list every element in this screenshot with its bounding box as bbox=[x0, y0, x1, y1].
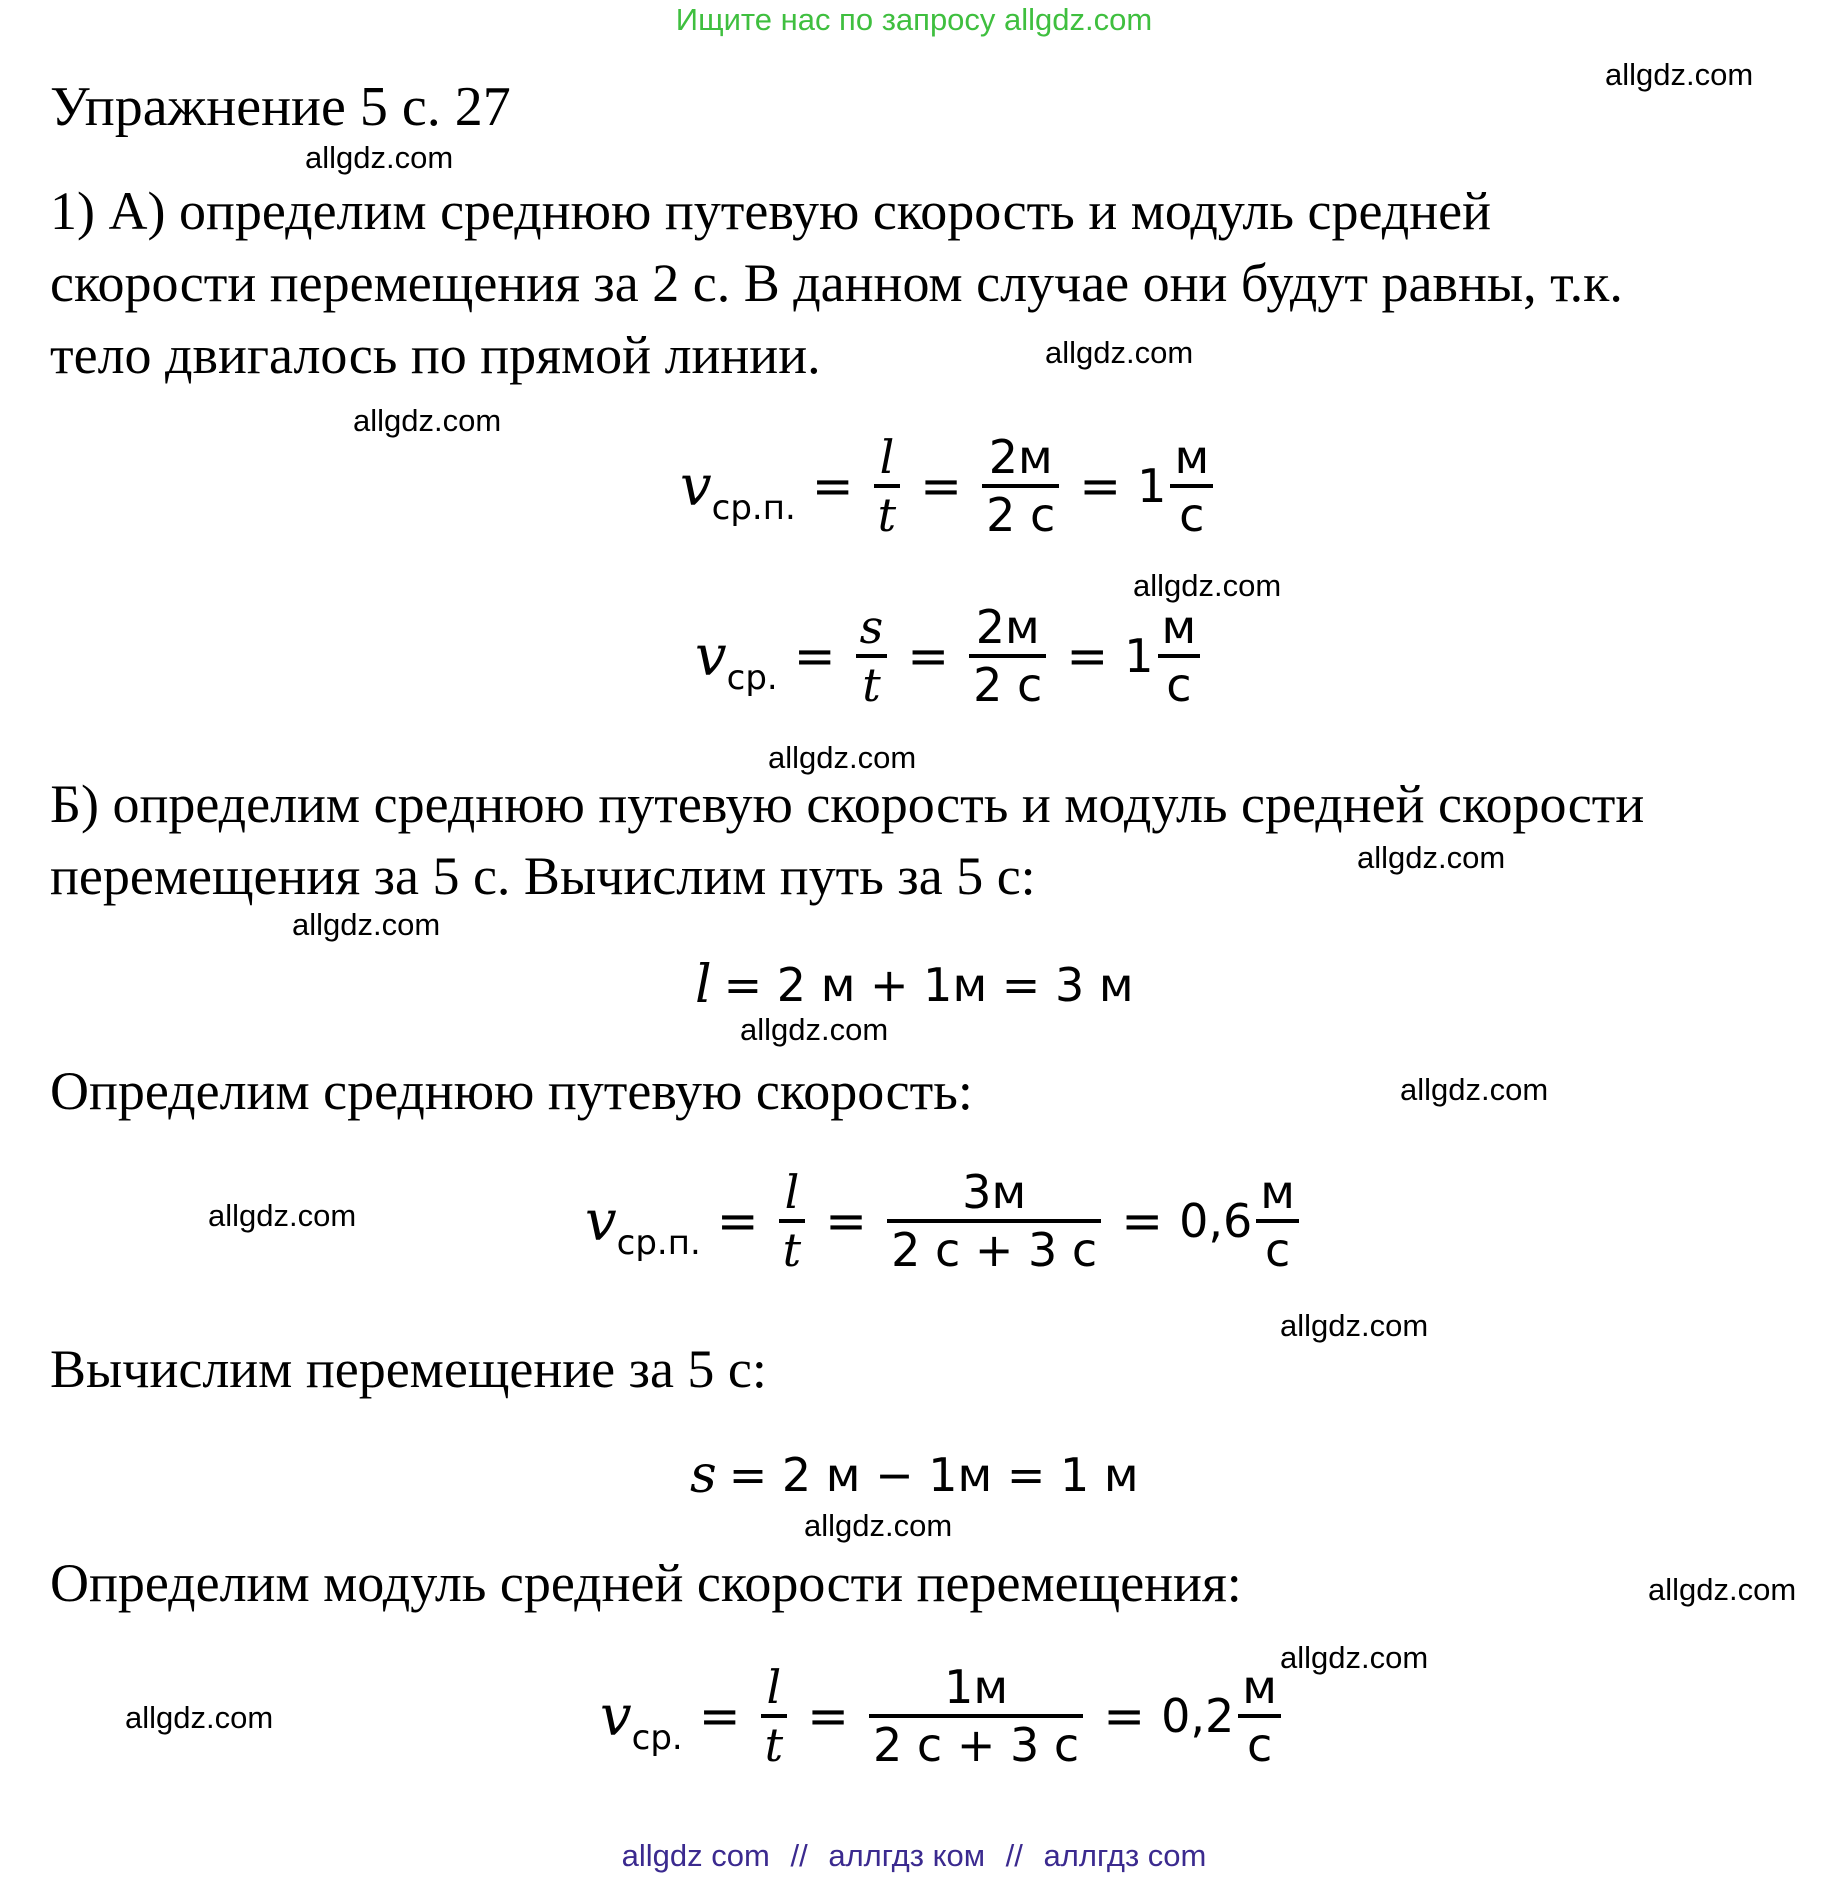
watermark: allgdz.com bbox=[353, 403, 502, 438]
equation-avg-speed-5s: $v_{ср.}$ = $\frac{l}{t}$ = $\frac{1м}{2 с + 3 с}$ = 0,2 $\frac{м}{с}$ bbox=[600, 1660, 1285, 1773]
unit-fraction: $\frac{м}{с}$ bbox=[1238, 1660, 1281, 1773]
unit-fraction: $\frac{м}{с}$ bbox=[1256, 1165, 1299, 1278]
fraction-values: $\frac{3м}{2 с + 3 с}$ bbox=[887, 1165, 1101, 1278]
footer-separator: // bbox=[1005, 1838, 1023, 1873]
watermark: allgdz.com bbox=[740, 1012, 889, 1047]
equation-displacement bbox=[690, 1445, 1139, 1505]
watermark: allgdz.com bbox=[125, 1700, 274, 1735]
text-displacement: Вычислим перемещение за 5 с: bbox=[50, 1339, 767, 1399]
result-value: 1 bbox=[1124, 629, 1154, 684]
watermark: allgdz.com bbox=[1280, 1308, 1429, 1343]
part-a-line-1: 1) А) определим среднюю путевую скорость и модуль средней bbox=[50, 181, 1491, 241]
watermark: allgdz.com bbox=[292, 907, 441, 942]
part-a-line-2: скорости перемещения за 2 с. В данном случае они будут равны, т.к. bbox=[50, 253, 1623, 313]
fraction-s-t: $\frac{s}{t}$ bbox=[856, 600, 888, 713]
fraction-values: $\frac{2м}{2 с}$ bbox=[982, 430, 1059, 543]
result-value: 1 bbox=[1137, 459, 1167, 514]
fraction-l-t: $\frac{l}{t}$ bbox=[874, 430, 901, 543]
footer-links bbox=[0, 1838, 1828, 1874]
exercise-title: Упражнение 5 с. 27 bbox=[50, 76, 511, 138]
unit-fraction: $\frac{м}{с}$ bbox=[1170, 430, 1213, 543]
fraction-values: $\frac{2м}{2 с}$ bbox=[969, 600, 1046, 713]
velocity-symbol: $v_{ср.п.}$ bbox=[585, 1188, 701, 1263]
watermark: allgdz.com bbox=[1133, 568, 1282, 603]
watermark: allgdz.com bbox=[804, 1508, 953, 1543]
text-path-speed: Определим среднюю путевую скорость: bbox=[50, 1061, 973, 1121]
equation-path-length bbox=[695, 955, 1134, 1015]
velocity-symbol: $v_{ср.п.}$ bbox=[680, 453, 796, 528]
part-b-line-2: перемещения за 5 с. Вычислим путь за 5 с: bbox=[50, 846, 1036, 906]
footer-link[interactable]: аллгдз ком bbox=[828, 1838, 986, 1873]
fraction-values: $\frac{1м}{2 с + 3 с}$ bbox=[869, 1660, 1083, 1773]
watermark: allgdz.com bbox=[1605, 57, 1754, 92]
footer-link[interactable]: allgdz com bbox=[621, 1838, 770, 1873]
path-expression: = 2 м + 1м = 3 м bbox=[723, 958, 1134, 1012]
result-value: 0,2 bbox=[1161, 1689, 1235, 1744]
result-value: 0,6 bbox=[1179, 1194, 1253, 1249]
velocity-symbol: $v_{ср.}$ bbox=[600, 1683, 683, 1758]
watermark: allgdz.com bbox=[768, 740, 917, 775]
watermark: allgdz.com bbox=[1280, 1640, 1429, 1675]
footer-link[interactable]: аллгдз com bbox=[1043, 1838, 1207, 1873]
watermark: allgdz.com bbox=[208, 1198, 357, 1233]
fraction-l-t: $\frac{l}{t}$ bbox=[779, 1165, 806, 1278]
velocity-symbol: $v_{ср.}$ bbox=[695, 623, 778, 698]
part-b-line-1: Б) определим среднюю путевую скорость и модуль средней скорости bbox=[50, 774, 1645, 834]
footer-separator: // bbox=[790, 1838, 808, 1873]
watermark: allgdz.com bbox=[1357, 840, 1506, 875]
text-avg-speed: Определим модуль средней скорости перемещения: bbox=[50, 1553, 1242, 1613]
watermark: allgdz.com bbox=[305, 140, 454, 175]
watermark: allgdz.com bbox=[1648, 1572, 1797, 1607]
displacement-expression: = 2 м − 1м = 1 м bbox=[728, 1448, 1139, 1502]
watermark: allgdz.com bbox=[1400, 1072, 1549, 1107]
displacement-symbol: s bbox=[690, 1445, 717, 1505]
unit-fraction: $\frac{м}{с}$ bbox=[1158, 600, 1201, 713]
equation-path-speed-5s: $v_{ср.п.}$ = $\frac{l}{t}$ = $\frac{3м}{2 с + 3 с}$ = 0,6 $\frac{м}{с}$ bbox=[585, 1165, 1303, 1278]
part-a-line-3: тело двигалось по прямой линии. bbox=[50, 325, 821, 385]
top-banner: Ищите нас по запросу allgdz.com bbox=[675, 2, 1153, 37]
equation-avg-speed-2s: $v_{ср.}$ = $\frac{s}{t}$ = $\frac{2м}{2 с}$ = 1 $\frac{м}{с}$ bbox=[695, 600, 1204, 713]
watermark: allgdz.com bbox=[1045, 335, 1194, 370]
equation-path-speed-2s: $v_{ср.п.}$ = $\frac{l}{t}$ = $\frac{2м}{2 с}$ = 1 $\frac{м}{с}$ bbox=[680, 430, 1217, 543]
fraction-l-t: $\frac{l}{t}$ bbox=[761, 1660, 788, 1773]
path-symbol: l bbox=[695, 955, 712, 1015]
